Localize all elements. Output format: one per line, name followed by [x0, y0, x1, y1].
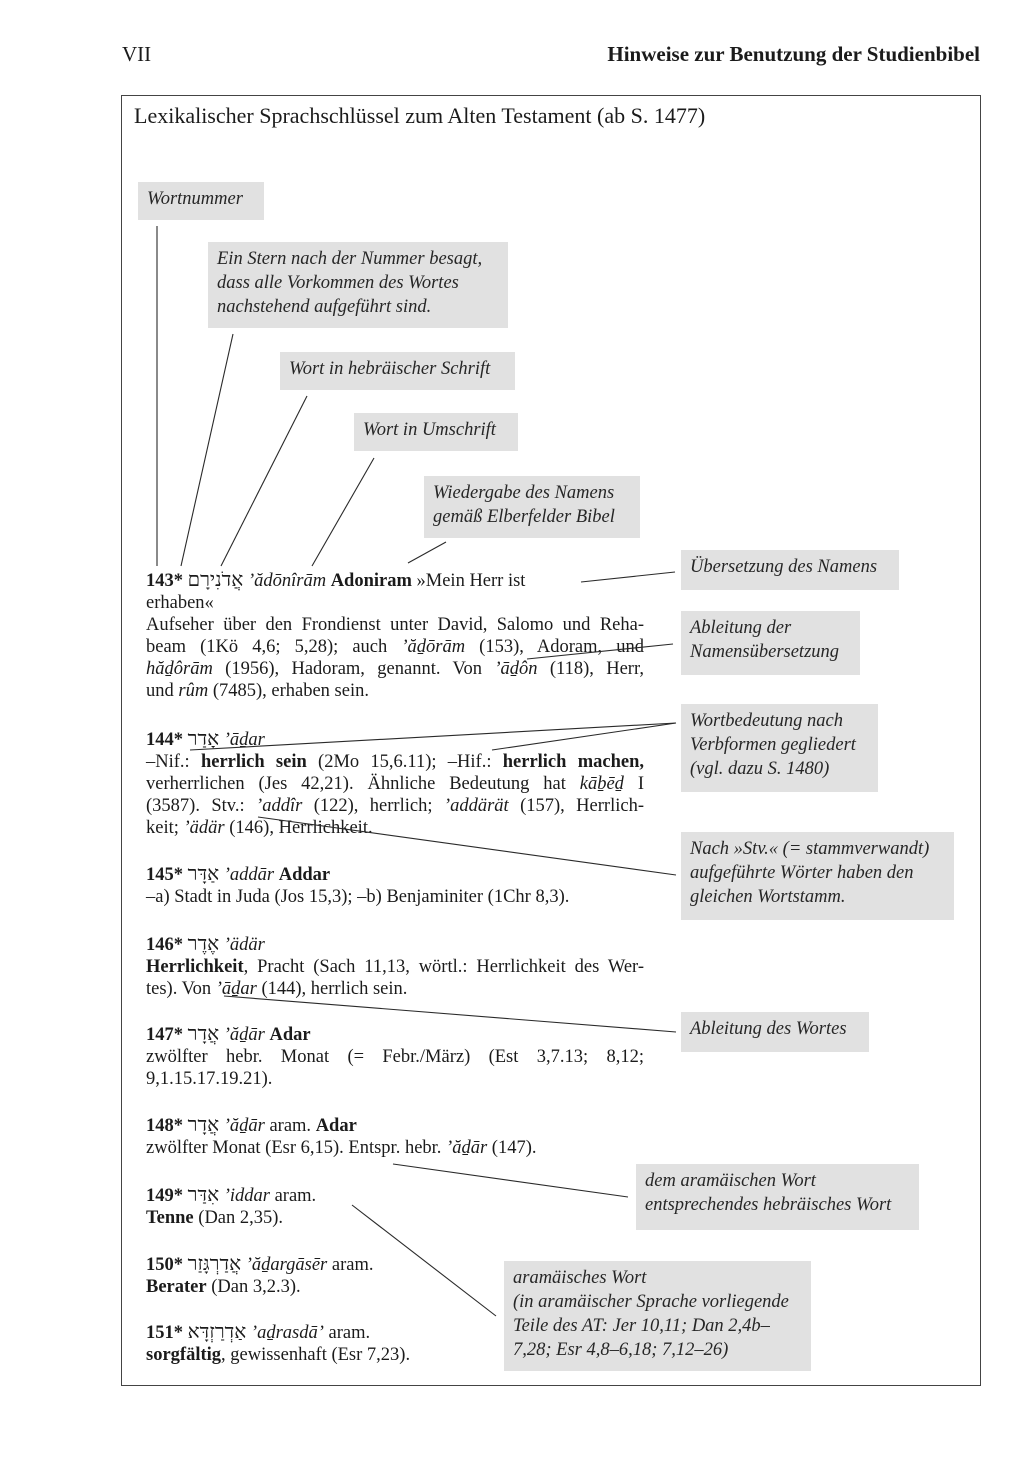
- definition-line: Tenne (Dan 2,35).: [146, 1208, 284, 1228]
- transliteration: ʼiddar: [223, 1186, 270, 1206]
- annotation-ableitung-name: Ableitung der Namensübersetzung: [681, 611, 860, 675]
- annotation-wiedergabe: Wiedergabe des Namens gemäß Elberfelder Bibel: [424, 476, 640, 538]
- entry-147: [146, 1022, 644, 1090]
- entry-144: [146, 727, 644, 839]
- word-number: 145*: [146, 865, 183, 885]
- hebrew-word: אֶדֶר: [187, 931, 220, 955]
- entry-150: [146, 1252, 644, 1298]
- aramaic-marker: aram.: [274, 1186, 317, 1206]
- annotation-wortbedeutung: Wortbedeutung nach Verbformen gegliedert (vgl. dazu S. 1480): [681, 704, 878, 792]
- transliteration: ʼăḏār: [223, 1116, 265, 1136]
- word-number: 151*: [146, 1323, 183, 1343]
- annotation-uebersetzung: Übersetzung des Namens: [681, 550, 899, 590]
- aramaic-marker: aram.: [269, 1116, 312, 1136]
- definition-line: zwölfter Monat (Esr 6,15). Entspr. hebr. ʼăḏār (147).: [146, 1138, 537, 1158]
- definition-line: –Nif.: herrlich sein (2Mo 15,6.11); –Hif.: herrlich machen,: [146, 752, 644, 772]
- name-rendering: Adar: [315, 1116, 357, 1136]
- transliteration: ʼaḏrasdāʼ: [250, 1323, 324, 1343]
- word-number: 144*: [146, 730, 183, 750]
- transliteration: ʼădōnîrām: [247, 571, 327, 591]
- name-rendering: Addar: [278, 865, 331, 885]
- name-rendering: Adar: [269, 1025, 311, 1045]
- word-number: 147*: [146, 1025, 183, 1045]
- definition-line: 9,1.15.17.19.21).: [146, 1069, 273, 1089]
- hebrew-word: אֲדָר: [187, 1112, 220, 1136]
- definition-line: Aufseher über den Frondienst unter David, Salomo und Reha-: [146, 615, 644, 635]
- definition-line: und rûm (7485), erhaben sein.: [146, 681, 369, 701]
- transliteration: ʼăḏargāsēr: [245, 1255, 328, 1275]
- definition-line: sorgfältig, gewissenhaft (Esr 7,23).: [146, 1345, 411, 1365]
- hebrew-word: אֲדֹנִירָם: [187, 567, 244, 591]
- entry-146: [146, 932, 644, 1000]
- transliteration: ʼaddār: [223, 865, 275, 885]
- page-number: VII: [122, 42, 152, 66]
- aramaic-marker: aram.: [331, 1255, 374, 1275]
- running-title: Hinweise zur Benutzung der Studienbibel: [607, 42, 980, 66]
- transliteration: ʼädär: [223, 935, 265, 955]
- transliteration: ʼăḏār: [223, 1025, 265, 1045]
- annotation-stern: Ein Stern nach der Nummer besagt, dass alle Vorkommen des Wortes nachstehend aufgeführt sind.: [208, 242, 508, 328]
- annotation-entsprechung: dem aramäischen Wort entsprechendes hebräisches Wort: [636, 1164, 919, 1230]
- annotation-aramaeisch: aramäisches Wort (in aramäischer Sprache vorliegende Teile des AT: Jer 10,11; Dan 2,4b– 7,28; Esr 4,8–6,18; 7,12–26): [504, 1261, 811, 1371]
- name-translation: »Mein Herr ist: [416, 571, 526, 591]
- entry-143: [146, 568, 644, 702]
- word-number: 149*: [146, 1186, 183, 1206]
- definition-line: beam (1Kö 4,6; 5,28); auch ʼăḏōrām (153), Adoram, und: [146, 637, 644, 657]
- entry-148: [146, 1113, 644, 1159]
- word-number: 146*: [146, 935, 183, 955]
- entry-149: [146, 1183, 644, 1229]
- definition-line: –a) Stadt in Juda (Jos 15,3); –b) Benjaminiter (1Chr 8,3).: [146, 887, 570, 907]
- hebrew-word: אֲדַרְגָּזַר: [187, 1251, 242, 1275]
- transliteration: ʼāḏar: [223, 730, 265, 750]
- annotation-hebraeische-schrift: Wort in hebräischer Schrift: [280, 352, 515, 390]
- box-title: Lexikalischer Sprachschlüssel zum Alten Testament (ab S. 1477): [134, 103, 706, 128]
- name-rendering: Adoniram: [330, 571, 412, 591]
- word-number: 150*: [146, 1255, 183, 1275]
- definition-line: Herrlichkeit, Pracht (Sach 11,13, wörtl.: Herrlichkeit des Wer-: [146, 957, 644, 977]
- annotation-stammverwandt: Nach »Stv.« (= stammverwandt) aufgeführte Wörter haben den gleichen Wortstamm.: [681, 832, 954, 920]
- hebrew-word: אַדְרַזְדָּא: [187, 1319, 247, 1343]
- definition-line: hăḏôrām (1956), Hadoram, genannt. Von ʼāḏôn (118), Herr,: [146, 659, 644, 679]
- definition-line: keit; ʼädär (146), Herrlichkeit.: [146, 818, 373, 838]
- entry-145: [146, 862, 644, 908]
- hebrew-word: אַדָּר: [187, 861, 220, 885]
- hebrew-word: אִדַּר: [187, 1182, 220, 1206]
- annotation-ableitung-wort: Ableitung des Wortes: [681, 1012, 869, 1052]
- definition-line: tes). Von ʼāḏar (144), herrlich sein.: [146, 979, 408, 999]
- definition-line: (3587). Stv.: ʼaddîr (122), herrlich; ʼaddärät (157), Herrlich-: [146, 796, 644, 816]
- aramaic-marker: aram.: [328, 1323, 371, 1343]
- annotation-umschrift: Wort in Umschrift: [354, 413, 518, 451]
- definition-line: zwölfter hebr. Monat (= Febr./März) (Est 3,7.13; 8,12;: [146, 1047, 644, 1067]
- word-number: 143*: [146, 571, 183, 591]
- word-number: 148*: [146, 1116, 183, 1136]
- definition-line: verherrlichen (Jes 42,21). Ähnliche Bedeutung hat kāḇēḏ I: [146, 774, 644, 794]
- hebrew-word: אֲדָר: [187, 1021, 220, 1045]
- hebrew-word: אָדַר: [187, 726, 220, 750]
- name-translation-cont: erhaben«: [146, 593, 214, 613]
- annotation-wortnummer: Wortnummer: [138, 182, 264, 220]
- entry-151: [146, 1320, 644, 1366]
- definition-line: Berater (Dan 3,2.3).: [146, 1277, 301, 1297]
